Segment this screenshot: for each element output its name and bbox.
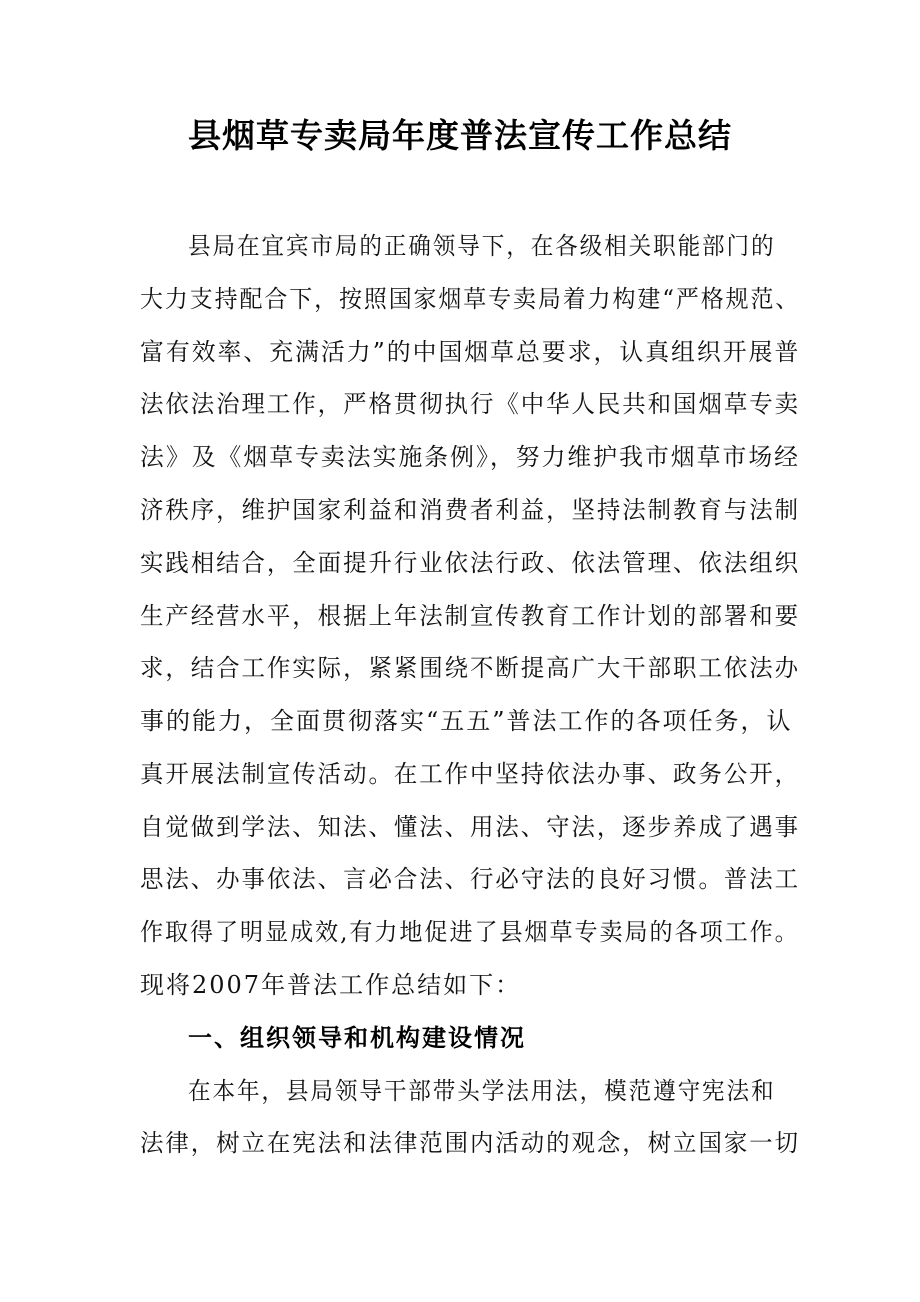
paragraph-line: 生产经营水平，根据上年法制宣传教育工作计划的部署和要 (140, 602, 800, 630)
paragraph-line: 法依法治理工作，严格贯彻执行《中华人民共和国烟草专卖 (140, 390, 800, 418)
paragraph-line: 作取得了明显成效,有力地促进了县烟草专卖局的各项工作。 (140, 918, 800, 946)
paragraph-line: 求，结合工作实际，紧紧围绕不断提高广大干部职工依法办 (140, 654, 800, 682)
paragraph-line: 思法、办事依法、言必合法、行必守法的良好习惯。普法工 (140, 865, 800, 893)
section-heading: 一、组织领导和机构建设情况 (188, 1024, 526, 1052)
paragraph-line: 济秩序，维护国家利益和消费者利益，坚持法制教育与法制 (140, 496, 800, 524)
paragraph-line: 事的能力，全面贯彻落实“五五”普法工作的各项任务，认 (140, 707, 793, 735)
paragraph-line: 现将2007年普法工作总结如下： (140, 971, 522, 999)
paragraph-line: 实践相结合，全面提升行业依法行政、依法管理、依法组织 (140, 549, 800, 577)
paragraph-line: 县局在宜宾市局的正确领导下，在各级相关职能部门的 (188, 232, 776, 260)
paragraph-line: 富有效率、充满活力”的中国烟草总要求，认真组织开展普 (140, 338, 801, 366)
document-title: 县烟草专卖局年度普法宣传工作总结 (188, 116, 732, 155)
paragraph-line: 自觉做到学法、知法、懂法、用法、守法，逐步养成了遇事 (140, 813, 800, 841)
paragraph-line: 法》及《烟草专卖法实施条例》，努力维护我市烟草市场经 (140, 443, 801, 471)
paragraph-line: 法律，树立在宪法和法律范围内活动的观念，树立国家一切 (140, 1129, 800, 1157)
paragraph-line: 在本年，县局领导干部带头学法用法，模范遵守宪法和 (188, 1077, 776, 1105)
paragraph-line: 大力支持配合下，按照国家烟草专卖局着力构建“严格规范、 (140, 285, 801, 313)
paragraph-line: 真开展法制宣传活动。在工作中坚持依法办事、政务公开， (140, 760, 800, 788)
